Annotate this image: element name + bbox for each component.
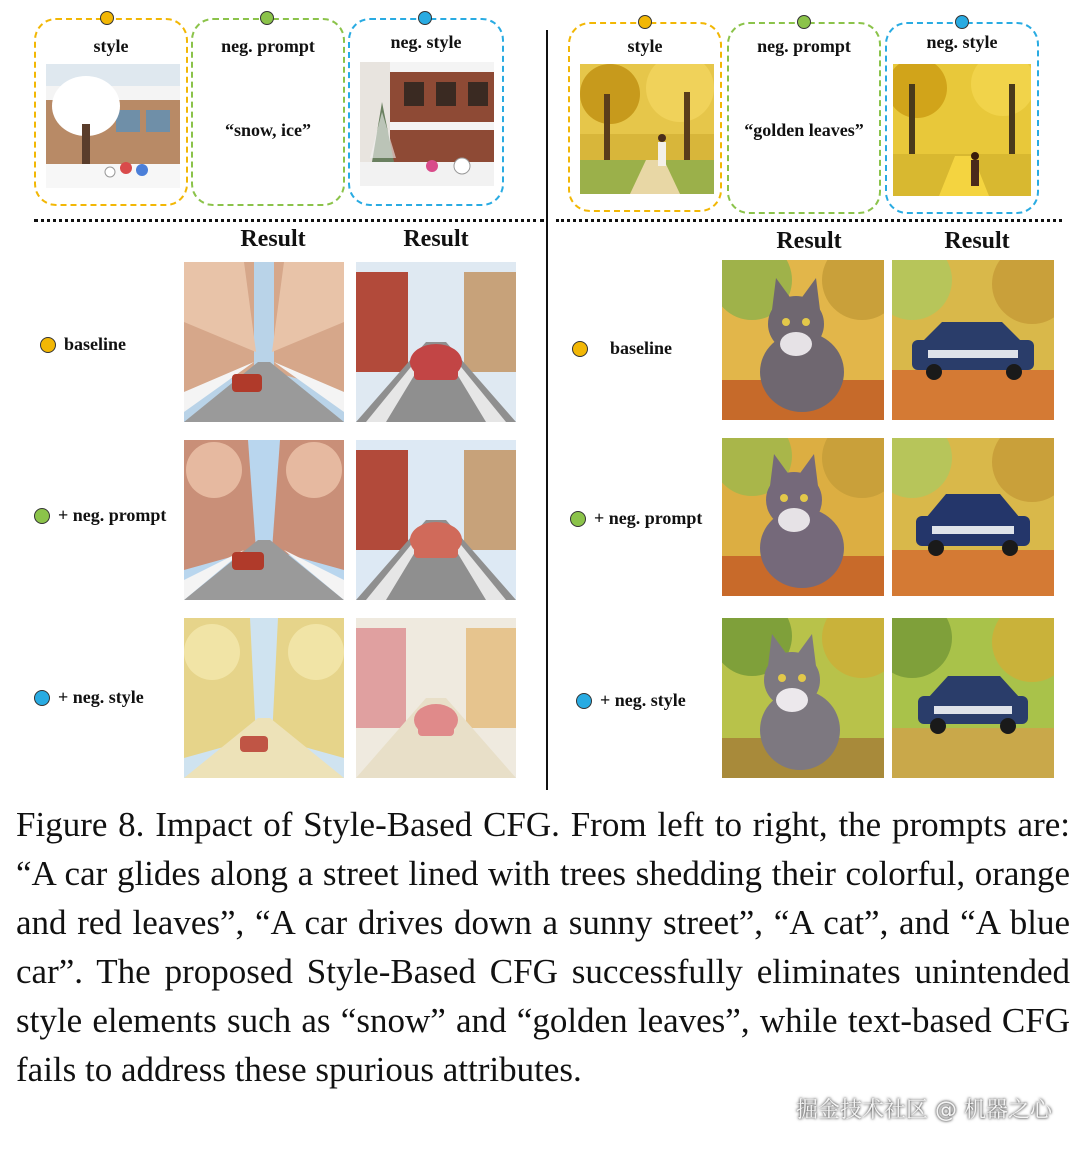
result-image-left-neg-style-2 <box>356 618 516 778</box>
neg-prompt-text: “golden leaves” <box>744 120 864 140</box>
result-image-right-neg-style-cat <box>722 618 884 778</box>
result-image-right-neg-prompt-cat <box>722 438 884 596</box>
neg-prompt-text: “snow, ice” <box>224 120 311 140</box>
result-header: Result <box>240 226 306 252</box>
watermark: 掘金技术社区 @ 机器之心 <box>796 1098 1052 1123</box>
snowy-brick-house-image <box>360 62 494 186</box>
card-label: neg. style <box>926 32 998 52</box>
row-label-neg-prompt: + neg. prompt <box>570 508 702 529</box>
left-neg-style-card <box>348 18 504 206</box>
result-image-left-baseline-1 <box>184 262 344 422</box>
style-dot-icon <box>638 15 652 29</box>
row-label-baseline: baseline <box>572 338 672 359</box>
card-label: style <box>627 36 663 56</box>
result-image-right-neg-prompt-car <box>892 438 1054 596</box>
result-image-left-baseline-2 <box>356 262 516 422</box>
result-image-right-baseline-cat <box>722 260 884 420</box>
result-image-left-neg-style-1 <box>184 618 344 778</box>
right-neg-style-card <box>885 22 1039 214</box>
result-image-right-baseline-car <box>892 260 1054 420</box>
left-dotted-separator <box>34 219 544 222</box>
figure-caption: Figure 8. Impact of Style-Based CFG. From left to right, the prompts are: “A car glides along a street lined with trees shedding their colorful, orange and red leaves”, “A car drives down a sunny street”, “A cat”, and “A blue car”. The proposed Style-Based CFG successfully eliminates unintended style elements such as “snow” and “golden leaves”, while text-based CFG fails to address these spurious attributes. <box>16 805 1070 1089</box>
result-header: Result <box>403 226 469 252</box>
neg-prompt-dot-icon <box>34 508 50 524</box>
neg-prompt-dot-icon <box>260 11 274 25</box>
right-style-card <box>568 22 722 212</box>
neg-style-dot-icon <box>576 693 592 709</box>
style-dot-icon <box>100 11 114 25</box>
golden-forest-woman-image <box>580 64 714 194</box>
golden-path-woman-image <box>893 64 1031 196</box>
neg-style-dot-icon <box>955 15 969 29</box>
result-header: Result <box>944 228 1010 254</box>
card-label: neg. prompt <box>221 36 315 56</box>
card-label: neg. style <box>390 32 462 52</box>
style-dot-icon <box>572 341 588 357</box>
neg-prompt-dot-icon <box>797 15 811 29</box>
card-label: style <box>93 36 129 56</box>
row-label-baseline: baseline <box>40 334 126 355</box>
neg-style-dot-icon <box>34 690 50 706</box>
result-image-left-neg-prompt-2 <box>356 440 516 600</box>
result-header: Result <box>776 228 842 254</box>
snowy-house-style-image <box>46 64 180 188</box>
left-style-card <box>34 18 188 206</box>
result-image-left-neg-prompt-1 <box>184 440 344 600</box>
neg-prompt-dot-icon <box>570 511 586 527</box>
left-neg-prompt-card <box>191 18 345 206</box>
panel-divider <box>546 30 548 790</box>
style-dot-icon <box>40 337 56 353</box>
right-neg-prompt-card <box>727 22 881 214</box>
row-label-neg-style: + neg. style <box>34 687 144 708</box>
card-label: neg. prompt <box>757 36 851 56</box>
row-label-neg-prompt: + neg. prompt <box>34 505 166 526</box>
neg-style-dot-icon <box>418 11 432 25</box>
row-label-neg-style: + neg. style <box>576 690 686 711</box>
right-dotted-separator <box>556 219 1062 222</box>
result-image-right-neg-style-car <box>892 618 1054 778</box>
